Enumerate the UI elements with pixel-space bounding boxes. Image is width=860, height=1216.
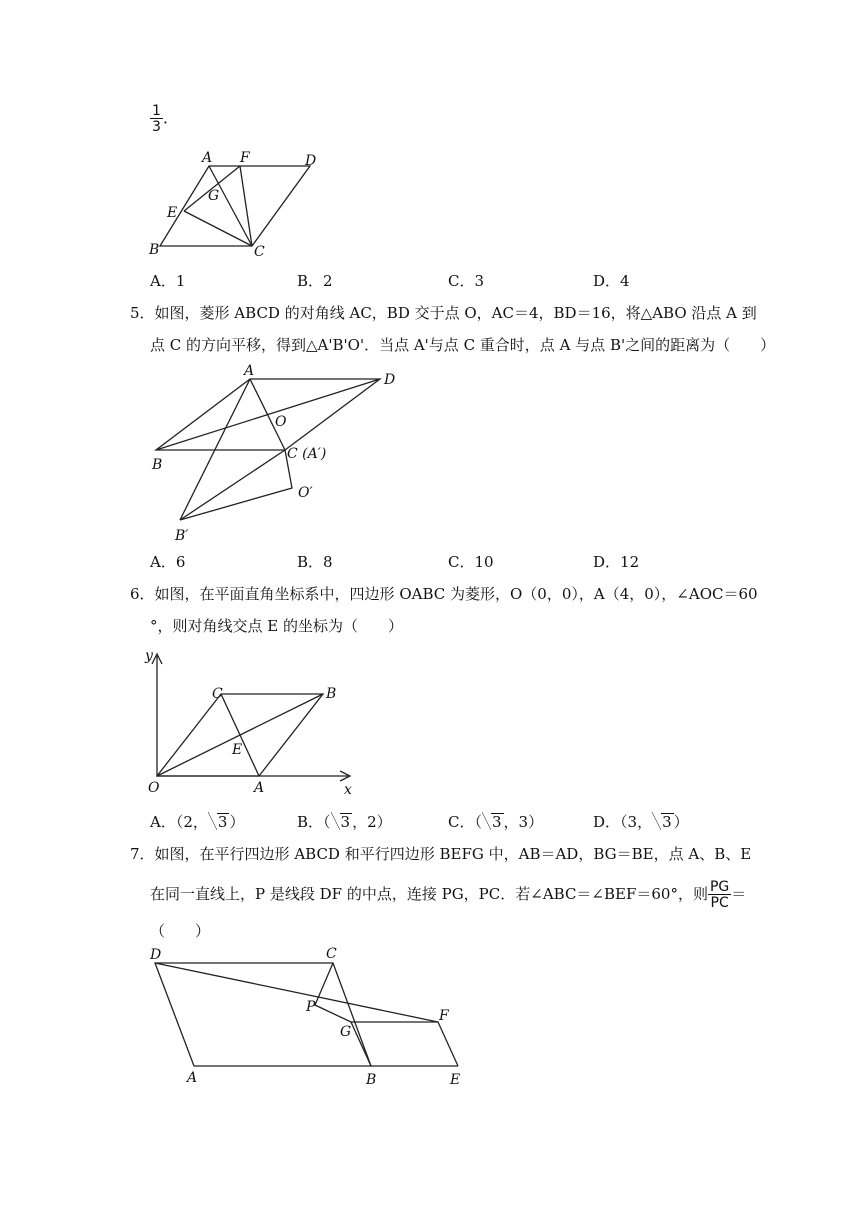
q4-figure bbox=[140, 148, 330, 260]
q5-label-a: A bbox=[244, 363, 255, 379]
q7-line1: 7．如图，在平行四边形 ABCD 和平行四边形 BEFG 中，AB＝AD，BG＝BE，点 A、B、E bbox=[130, 845, 752, 863]
q4-label-e: E bbox=[167, 205, 178, 221]
q5-option-a: A．6 bbox=[150, 553, 186, 571]
q5-option-c: C．10 bbox=[448, 553, 494, 571]
q6-line1: 6．如图，在平面直角坐标系中，四边形 OABC 为菱形，O（0，0），A（4，0），∠AOC＝60 bbox=[130, 585, 758, 603]
q7-label-e: E bbox=[450, 1072, 461, 1088]
q6-label-b: B bbox=[326, 686, 337, 702]
q7-label-b: B bbox=[366, 1072, 377, 1088]
q7-label-f: F bbox=[439, 1008, 449, 1024]
q4-label-c: C bbox=[254, 244, 265, 260]
q6-option-c: C．（ 3 ，3） bbox=[448, 813, 544, 831]
q7-label-c: C bbox=[326, 946, 337, 962]
q6-label-x: x bbox=[344, 782, 352, 798]
q4-option-c: C．3 bbox=[448, 272, 485, 290]
q5-line1: 5．如图，菱形 ABCD 的对角线 AC，BD 交于点 O，AC＝4，BD＝16，将△ABO 沿点 A 到 bbox=[130, 304, 757, 322]
q6-label-o: O bbox=[148, 780, 160, 796]
q6-option-a: A．（2， 3 ） bbox=[150, 813, 245, 831]
q5-label-o: O bbox=[275, 414, 287, 430]
q4-label-a: A bbox=[202, 150, 213, 166]
q4-option-b: B．2 bbox=[297, 272, 333, 290]
q5-label-c: C (A′) bbox=[287, 446, 327, 462]
top-fraction: $\frac{1}{3}$ . bbox=[152, 103, 169, 135]
q7-label-a: A bbox=[187, 1070, 198, 1086]
q5-label-b: B bbox=[152, 457, 163, 473]
q5-figure bbox=[140, 362, 420, 548]
q6-option-d: D．（3， 3 ） bbox=[593, 813, 689, 831]
q5-label-d: D bbox=[384, 372, 396, 388]
q4-option-a: A．1 bbox=[150, 272, 186, 290]
q4-option-d: D．4 bbox=[593, 272, 630, 290]
q4-label-b: B bbox=[149, 242, 160, 258]
q5-line2: 点 C 的方向平移，得到△A'B'O'．当点 A'与点 C 重合时，点 A 与点 B'之间的距离为（ ） bbox=[150, 336, 776, 354]
q5-option-d: D．12 bbox=[593, 553, 640, 571]
q6-line2: °，则对角线交点 E 的坐标为（ ） bbox=[150, 617, 403, 635]
q7-label-p: P bbox=[306, 999, 316, 1015]
q7-fraction: $\frac{PG}{PC}$ bbox=[709, 879, 730, 911]
q7-figure bbox=[140, 944, 480, 1094]
q7-paren: （ ） bbox=[150, 922, 211, 940]
q6-label-a: A bbox=[254, 780, 265, 796]
q6-label-e: E bbox=[232, 742, 243, 758]
q6-label-c: C bbox=[212, 686, 223, 702]
q6-label-y: y bbox=[145, 648, 153, 664]
q4-label-f: F bbox=[240, 150, 250, 166]
q6-option-b: B．（ 3 ，2） bbox=[297, 813, 392, 831]
q5-label-b-prime: B′ bbox=[175, 528, 189, 544]
q7-line2: 在同一直线上，P 是线段 DF 的中点，连接 PG，PC．若∠ABC＝∠BEF＝60°，则 $\frac{PG}{PC}$ ＝ bbox=[150, 879, 747, 911]
q4-label-g: G bbox=[208, 188, 220, 204]
q6-figure bbox=[140, 642, 370, 800]
q7-label-d: D bbox=[150, 947, 162, 963]
q5-label-o-prime: O′ bbox=[298, 485, 313, 501]
q5-option-b: B．8 bbox=[297, 553, 333, 571]
q7-label-g: G bbox=[340, 1024, 352, 1040]
q4-label-d: D bbox=[305, 153, 317, 169]
